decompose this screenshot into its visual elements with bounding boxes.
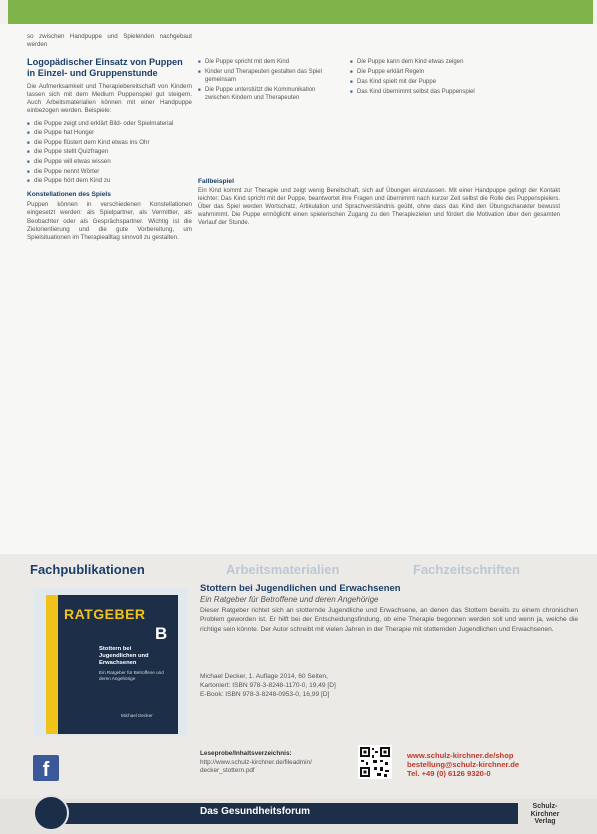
list-item: ■ Die Puppe erklärt Regeln [350,68,485,76]
phone-number: Tel. +49 (0) 6126 9320-0 [407,769,491,779]
book-cover[interactable] [33,588,187,736]
contact-block [407,751,567,779]
section-heading-constellations: Konstellationen des Spiels [27,191,111,199]
list-item: ■ Die Puppe kann dem Kind etwas zeigen [350,58,485,66]
publisher-logo-line: Verlag [534,818,556,825]
list-item: ■ die Puppe flüstert dem Kind etwas ins Ohr [27,139,192,147]
book-meta [200,672,460,699]
intro-text: so zwischen Handpuppe und Spielenden nachgebaut werden [27,33,192,49]
book-spine [46,595,58,734]
book-cover-letter: B [155,624,168,643]
book-meta-line: Michael Decker, 1. Auflage 2014, 60 Seiten, [200,673,328,680]
list-item: ■ Die Puppe spricht mit dem Kind [198,58,340,66]
paragraph: Die Aufmerksamkeit und Therapiebereitschaft von Kindern lassen sich mit dem Medium Puppenspiel gut steigern. Auch Arbeitsmaterialien können mit einer Handpuppe einbezogen werden. Beispiele: [27,83,192,115]
top-accent-bar [8,0,593,24]
book-meta-line: Kartoniert: ISBN 978-3-8248-1170-0, 19,49 [D] [200,682,336,689]
section-heading-logopaedic: Logopädischer Einsatz von Puppen in Einzel- und Gruppenstunde [27,57,183,79]
article-column-left [27,33,192,246]
book-brand: RATGEBER [64,606,146,622]
page-corner-circle [33,795,69,831]
article-column-right [350,58,485,98]
list-item: ■ Die Puppe unterstützt die Kommunikation zwischen Kindern und Therapeuten [198,86,340,102]
book-title[interactable]: Stottern bei Jugendlichen und Erwachsenen [200,583,401,594]
list-item: ■ die Puppe hat Hunger [27,129,192,137]
list-item: ■ Kinder und Therapeuten gestalten das Spiel gemeinsam [198,68,340,84]
publisher-logo-line: Schulz- [532,803,558,810]
publisher-logo [520,803,570,826]
facebook-icon[interactable]: f [33,755,59,781]
book-subtitle: Ein Ratgeber für Betroffene und deren Angehörige [200,595,379,604]
list-item: ■ die Puppe nennt Wörter [27,168,192,176]
list-item: ■ die Puppe will etwas wissen [27,158,192,166]
shop-link[interactable]: www.schulz-kirchner.de/shop [407,751,514,760]
publisher-logo-line: Kirchner [530,810,560,818]
leseprobe-link[interactable]: decker_stottern.pdf [200,767,255,775]
book-cover-title: Stottern bei Jugendlichen und Erwachsenen [99,646,149,666]
paragraph: Puppen können in verschiedenen Konstellationen eingesetzt werden: als Spielpartner, als Vermittler, als Beobachter oder als Gesprächspartner. Wichtig ist die Zielorientierung und die gute Vorbereitung, um Spielsituationen im Therapiealltag sinnvoll zu gestalten. [27,201,192,241]
case-example [198,178,560,228]
leseprobe-label: Leseprobe/Inhaltsverzeichnis: [200,750,292,757]
list-item: ■ die Puppe zeigt und erklärt Bild- oder Spielmaterial [27,120,192,128]
book-description: Dieser Ratgeber richtet sich an stotternde Jugendliche und Erwachsene, an denen das Stottern bereits zu einem chronischen Problem geworden ist. Er hilft bei der Entscheidungsfindung, ob eine Therapie begonnen werden soll und wenn ja, welche die richtige sein könnte. Der Autor schreibt mit vielen Jahren in der Therapie mit stotternden Jugendlichen und Erwachsenen. [200,607,578,633]
book-meta-line: E-Book: ISBN 978-3-8248-0953-0, 16,99 [D] [200,691,330,698]
publication-tabs [30,562,590,578]
footer-tagline: Das Gesundheitsforum [200,806,311,817]
tab-fachzeitschriften[interactable]: Fachzeitschriften [413,562,520,577]
list-item: ■ Das Kind spielt mit der Puppe [350,78,485,86]
leseprobe-block [200,750,355,776]
tab-fachpublikationen[interactable]: Fachpublikationen [30,562,145,577]
qr-code-icon[interactable] [358,745,392,779]
book-cover-subtitle: Ein Ratgeber für Betroffene und deren Angehörige [99,670,164,681]
case-example-heading: Fallbeispiel [198,178,234,185]
bullet-list [27,120,192,186]
tab-arbeitsmaterialien[interactable]: Arbeitsmaterialien [226,562,340,577]
list-item: ■ die Puppe stellt Quizfragen [27,148,192,156]
list-item: ■ Das Kind übernimmt selbst das Puppenspiel [350,88,485,96]
leseprobe-link[interactable]: http://www.schulz-kirchner.de/fileadmin/ [200,758,312,766]
list-item: ■ die Puppe hört dem Kind zu [27,177,192,185]
bullet-list [198,58,340,102]
email-link[interactable]: bestellung@schulz-kirchner.de [407,760,520,770]
case-example-text: Ein Kind kommt zur Therapie und zeigt wenig Bereitschaft, sich auf Übungen einzulassen. Mit einer Handpuppe gelingt der Kontakt leichter: Das Kind spricht mit der Puppe, beantwortet ihre Fragen und übernimmt nach kurzer Zeit selbst die Rolle des Puppenspielers. Über das Spiel werden Wortschatz, Artikulation und Sprachverständnis geübt, ohne dass das Kind den Übungscharakter bewusst wahrnimmt. Die Puppe ermöglicht einen spielerischen Zugang zu den Therapiezielen und fördert die Motivation über den gesamten Verlauf der Stunde. [198,188,560,227]
article-column-middle [198,58,340,104]
bullet-list [350,58,485,96]
book-cover-author: Michael Decker [121,713,153,718]
